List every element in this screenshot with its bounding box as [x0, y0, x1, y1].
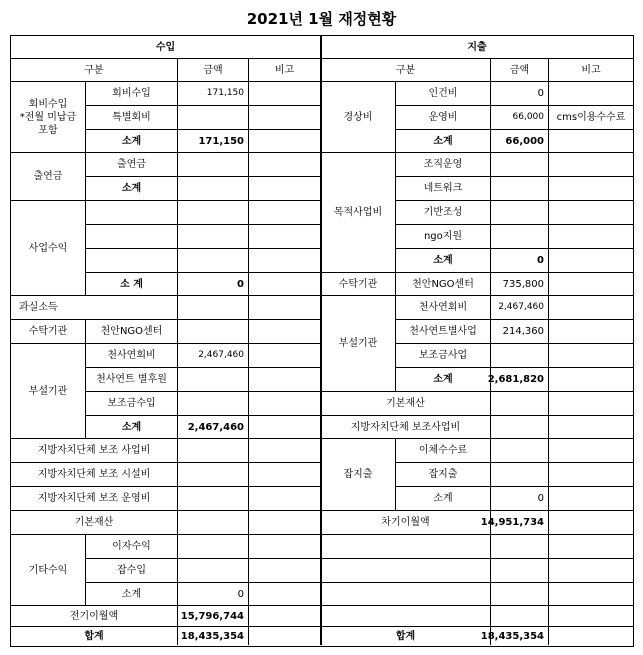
row-amount [491, 225, 549, 249]
row-amount [178, 463, 249, 487]
income-interest-label: 과실소득 [11, 296, 178, 320]
row-label: 특별회비 [86, 106, 178, 130]
row-amount [178, 249, 249, 273]
row-note [549, 487, 633, 511]
center-divider [320, 36, 322, 645]
expense-total-amount: 18,435,354 [491, 627, 549, 645]
subtotal-label: 소 계 [86, 273, 178, 296]
row-note [549, 249, 633, 273]
income-localgov-label: 지방자치단체 보조 사업비 [11, 439, 178, 463]
group-label-line: 회비수입 [28, 98, 68, 110]
expense-col-note: 비고 [549, 59, 633, 82]
group-label-line: 포함 [38, 124, 58, 136]
row-amount [491, 177, 549, 201]
subtotal-amount [178, 177, 249, 201]
row-note [549, 225, 633, 249]
empty-cell [321, 583, 491, 606]
row-note [249, 130, 321, 153]
row-label: 네트워크 [396, 177, 491, 201]
expense-header: 지출 [321, 36, 633, 59]
row-amount [178, 368, 249, 392]
row-label: 천사연트별사업 [396, 320, 491, 344]
row-note [549, 392, 633, 416]
row-amount [178, 296, 249, 320]
row-amount: 735,800 [491, 273, 549, 296]
row-note [249, 177, 321, 201]
row-note [549, 416, 633, 439]
row-note [249, 225, 321, 249]
row-label: 출연금 [86, 153, 178, 177]
empty-cell [491, 606, 549, 627]
income-business-group: 사업수익 [11, 201, 86, 296]
row-note [549, 153, 633, 177]
row-amount [178, 487, 249, 511]
income-contribution-group: 출연금 [11, 153, 86, 201]
expense-purpose-group: 목적사업비 [321, 153, 396, 273]
income-membership-group [11, 82, 86, 153]
subtotal-label: 소계 [86, 583, 178, 606]
empty-cell [549, 583, 633, 606]
row-note [249, 320, 321, 344]
empty-cell [549, 535, 633, 559]
row-note [249, 439, 321, 463]
subtotal-amount: 0 [491, 487, 549, 511]
row-note [249, 511, 321, 535]
income-localgov-label: 지방자치단체 보조 시설비 [11, 463, 178, 487]
row-note [549, 201, 633, 225]
row-label: 회비수입 [86, 82, 178, 106]
income-basic-assets-label: 기본재산 [11, 511, 178, 535]
row-note [249, 606, 321, 627]
row-label: 잡수입 [86, 559, 178, 583]
row-amount [178, 392, 249, 416]
row-note [549, 511, 633, 535]
row-amount [178, 106, 249, 130]
row-note [249, 487, 321, 511]
income-carryover-amount: 15,796,744 [178, 606, 249, 627]
row-amount [491, 153, 549, 177]
row-amount [491, 201, 549, 225]
row-note [249, 392, 321, 416]
row-label: ngo지원 [396, 225, 491, 249]
expense-carryforward-label: 차기이월액 [321, 511, 491, 535]
row-label: 보조금수입 [86, 392, 178, 416]
row-label: 이자수익 [86, 535, 178, 559]
row-note [549, 130, 633, 153]
row-note [249, 583, 321, 606]
subtotal-label: 소계 [396, 130, 491, 153]
row-amount [491, 439, 549, 463]
income-total-label: 합계 [11, 627, 178, 645]
subtotal-amount: 0 [178, 583, 249, 606]
row-label: 천사연회비 [86, 344, 178, 368]
income-carryover-label: 전기이월액 [11, 606, 178, 627]
row-note [249, 559, 321, 583]
subtotal-label: 소계 [86, 130, 178, 153]
subtotal-label: 소계 [396, 368, 491, 392]
row-note [249, 535, 321, 559]
expense-carryforward-amount: 14,951,734 [491, 511, 549, 535]
row-amount [178, 511, 249, 535]
row-note [549, 463, 633, 487]
income-localgov-label: 지방자치단체 보조 운영비 [11, 487, 178, 511]
row-label: 인건비 [396, 82, 491, 106]
subtotal-label: 소계 [396, 249, 491, 273]
row-amount: 0 [491, 82, 549, 106]
row-note [249, 82, 321, 106]
row-label [86, 225, 178, 249]
income-col-amount: 금액 [178, 59, 249, 82]
expense-basic-assets-label: 기본재산 [321, 392, 491, 416]
row-note [249, 368, 321, 392]
row-note [549, 627, 633, 645]
empty-cell [321, 606, 491, 627]
finance-table [10, 35, 634, 647]
income-header: 수입 [11, 36, 321, 59]
expense-total-label: 합계 [321, 627, 491, 645]
page-title: 2021년 1월 재정현황 [246, 10, 397, 28]
row-label: 보조금사업 [396, 344, 491, 368]
subtotal-amount: 0 [178, 273, 249, 296]
row-note [549, 177, 633, 201]
expense-col-category: 구분 [321, 59, 491, 82]
row-amount: 2,467,460 [178, 344, 249, 368]
income-total-amount: 18,435,354 [178, 627, 249, 645]
row-amount [491, 416, 549, 439]
empty-cell [491, 559, 549, 583]
subtotal-amount: 66,000 [491, 130, 549, 153]
row-note [249, 153, 321, 177]
row-note [249, 249, 321, 273]
row-note [549, 320, 633, 344]
group-label-line: *전월 미납금 [19, 111, 77, 123]
subtotal-label: 소계 [86, 177, 178, 201]
subtotal-amount: 171,150 [178, 130, 249, 153]
row-note [249, 344, 321, 368]
row-amount [178, 201, 249, 225]
row-note [249, 273, 321, 296]
subtotal-amount: 2,681,820 [491, 368, 549, 392]
expense-misc-group: 잡지출 [321, 439, 396, 511]
subtotal-label: 소계 [396, 487, 491, 511]
expense-localgov-label: 지방자치단체 보조사업비 [321, 416, 491, 439]
empty-cell [549, 606, 633, 627]
income-consignment-sub: 천안NGO센터 [86, 320, 178, 344]
row-label [86, 249, 178, 273]
row-amount [178, 225, 249, 249]
expense-consignment-sub: 천안NGO센터 [396, 273, 491, 296]
row-label [86, 201, 178, 225]
row-amount [178, 559, 249, 583]
row-note [549, 344, 633, 368]
income-col-note: 비고 [249, 59, 321, 82]
empty-cell [549, 559, 633, 583]
income-other-group: 기타수익 [11, 535, 86, 606]
row-note [549, 82, 633, 106]
row-label: 잡지출 [396, 463, 491, 487]
row-label: 천사연트 별후원 [86, 368, 178, 392]
row-note [249, 201, 321, 225]
row-amount [178, 439, 249, 463]
expense-affiliated-group: 부설기관 [321, 296, 396, 392]
expense-consignment-label: 수탁기관 [321, 273, 396, 296]
row-label: 조직운영 [396, 153, 491, 177]
empty-cell [491, 583, 549, 606]
row-note [249, 463, 321, 487]
row-note [249, 296, 321, 320]
subtotal-amount: 2,467,460 [178, 416, 249, 439]
row-note [549, 439, 633, 463]
subtotal-amount: 0 [491, 249, 549, 273]
row-label: 천사연회비 [396, 296, 491, 320]
empty-cell [321, 535, 491, 559]
row-amount [491, 344, 549, 368]
row-note [249, 416, 321, 439]
row-amount [491, 463, 549, 487]
row-note [549, 296, 633, 320]
expense-col-amount: 금액 [491, 59, 549, 82]
row-note: cms이용수수료 [549, 106, 633, 130]
row-note [249, 106, 321, 130]
row-amount [491, 392, 549, 416]
row-note [249, 627, 321, 645]
row-label: 이체수수료 [396, 439, 491, 463]
row-note [549, 273, 633, 296]
row-note [549, 368, 633, 392]
income-consignment-label: 수탁기관 [11, 320, 86, 344]
empty-cell [491, 535, 549, 559]
empty-cell [321, 559, 491, 583]
subtotal-label: 소계 [86, 416, 178, 439]
row-amount [178, 320, 249, 344]
income-col-category: 구분 [11, 59, 178, 82]
expense-operating-group: 경상비 [321, 82, 396, 153]
row-amount [178, 535, 249, 559]
row-amount: 214,360 [491, 320, 549, 344]
row-label: 운영비 [396, 106, 491, 130]
row-amount: 171,150 [178, 82, 249, 106]
row-amount: 66,000 [491, 106, 549, 130]
income-affiliated-group: 부설기관 [11, 344, 86, 439]
row-label: 기반조성 [396, 201, 491, 225]
row-amount: 2,467,460 [491, 296, 549, 320]
row-amount [178, 153, 249, 177]
